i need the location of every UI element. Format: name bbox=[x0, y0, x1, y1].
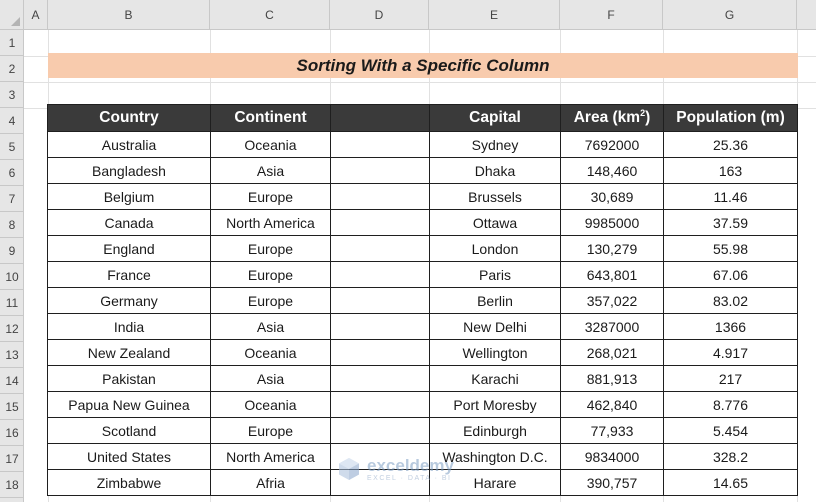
cell-capital[interactable]: London bbox=[430, 236, 561, 262]
cell-population[interactable]: 55.98 bbox=[664, 236, 798, 262]
row-header[interactable]: 9 bbox=[0, 238, 24, 264]
cell-population[interactable]: 1366 bbox=[664, 314, 798, 340]
cell-country[interactable]: Papua New Guinea bbox=[48, 392, 211, 418]
cell-continent[interactable]: Asia bbox=[211, 314, 331, 340]
row-header[interactable]: 5 bbox=[0, 134, 24, 160]
cell-empty[interactable] bbox=[331, 470, 430, 496]
column-header-bar bbox=[24, 0, 816, 30]
cell-continent[interactable]: Europe bbox=[211, 184, 331, 210]
table-row bbox=[48, 288, 798, 314]
header-country[interactable]: Country bbox=[48, 105, 211, 132]
cell-area[interactable]: 881,913 bbox=[561, 366, 664, 392]
watermark-name: exceldemy bbox=[367, 455, 454, 475]
cell-capital[interactable]: Wellington bbox=[430, 340, 561, 366]
cell-area[interactable]: 77,933 bbox=[561, 418, 664, 444]
cell-capital[interactable]: Port Moresby bbox=[430, 392, 561, 418]
row-header[interactable]: 10 bbox=[0, 264, 24, 290]
cell-capital[interactable]: Dhaka bbox=[430, 158, 561, 184]
header-capital[interactable]: Capital bbox=[430, 105, 561, 132]
cell-continent[interactable]: Oceania bbox=[211, 132, 331, 158]
column-header-e[interactable]: E bbox=[429, 0, 560, 30]
column-header-d[interactable]: D bbox=[330, 0, 429, 30]
cell-area[interactable]: 390,757 bbox=[561, 470, 664, 496]
row-header[interactable]: 17 bbox=[0, 446, 24, 472]
row-header[interactable]: 8 bbox=[0, 212, 24, 238]
row-header[interactable]: 7 bbox=[0, 186, 24, 212]
cell-country[interactable]: Germany bbox=[48, 288, 211, 314]
cell-country[interactable]: United States bbox=[48, 444, 211, 470]
cell-country[interactable]: Belgium bbox=[48, 184, 211, 210]
cell-country[interactable]: Australia bbox=[48, 132, 211, 158]
row-header[interactable]: 2 bbox=[0, 56, 24, 82]
table-row bbox=[48, 262, 798, 288]
cell-capital[interactable]: Sydney bbox=[430, 132, 561, 158]
cell-capital[interactable]: Berlin bbox=[430, 288, 561, 314]
cell-capital[interactable]: Paris bbox=[430, 262, 561, 288]
row-header[interactable]: 3 bbox=[0, 82, 24, 108]
table-row bbox=[48, 314, 798, 340]
cell-empty[interactable] bbox=[331, 132, 430, 158]
cell-area[interactable]: 7692000 bbox=[561, 132, 664, 158]
header-area-label: Area (km bbox=[573, 109, 641, 126]
cell-continent[interactable]: North America bbox=[211, 210, 331, 236]
cell-country[interactable]: England bbox=[48, 236, 211, 262]
cell-area[interactable]: 357,022 bbox=[561, 288, 664, 314]
cell-empty[interactable] bbox=[331, 288, 430, 314]
cell-capital[interactable]: Washington D.C. bbox=[430, 444, 561, 470]
cell-capital[interactable]: Ottawa bbox=[430, 210, 561, 236]
cell-population[interactable]: 8.776 bbox=[664, 392, 798, 418]
cell-empty[interactable] bbox=[331, 262, 430, 288]
cell-country[interactable]: Canada bbox=[48, 210, 211, 236]
cell-capital[interactable]: Edinburgh bbox=[430, 418, 561, 444]
table-row bbox=[48, 444, 798, 470]
table-row bbox=[48, 366, 798, 392]
cell-area[interactable]: 462,840 bbox=[561, 392, 664, 418]
cell-population[interactable]: 11.46 bbox=[664, 184, 798, 210]
cell-population[interactable]: 5.454 bbox=[664, 418, 798, 444]
cell-area[interactable]: 148,460 bbox=[561, 158, 664, 184]
row-header[interactable]: 6 bbox=[0, 160, 24, 186]
cell-population[interactable]: 67.06 bbox=[664, 262, 798, 288]
column-header-a[interactable]: A bbox=[24, 0, 48, 30]
cell-population[interactable]: 14.65 bbox=[664, 470, 798, 496]
row-header-bar bbox=[0, 30, 24, 502]
select-all-button[interactable] bbox=[0, 0, 24, 30]
row-header[interactable]: 11 bbox=[0, 290, 24, 316]
cell-country[interactable]: Pakistan bbox=[48, 366, 211, 392]
cell-continent[interactable]: Asia bbox=[211, 366, 331, 392]
cell-empty[interactable] bbox=[331, 158, 430, 184]
cell-capital[interactable]: Karachi bbox=[430, 366, 561, 392]
row-header[interactable]: 12 bbox=[0, 316, 24, 342]
cell-country[interactable]: Bangladesh bbox=[48, 158, 211, 184]
row-header[interactable]: 15 bbox=[0, 394, 24, 420]
cell-empty[interactable] bbox=[331, 418, 430, 444]
cell-population[interactable]: 25.36 bbox=[664, 132, 798, 158]
cell-area[interactable]: 130,279 bbox=[561, 236, 664, 262]
cell-capital[interactable]: Brussels bbox=[430, 184, 561, 210]
table-row bbox=[48, 340, 798, 366]
column-header-g[interactable]: G bbox=[663, 0, 797, 30]
cell-population[interactable]: 4.917 bbox=[664, 340, 798, 366]
cell-continent[interactable]: Europe bbox=[211, 418, 331, 444]
row-header[interactable]: 14 bbox=[0, 368, 24, 394]
cell-country[interactable]: France bbox=[48, 262, 211, 288]
row-header[interactable]: 13 bbox=[0, 342, 24, 368]
cell-empty[interactable] bbox=[331, 184, 430, 210]
data-table bbox=[47, 104, 798, 496]
cell-empty[interactable] bbox=[331, 210, 430, 236]
column-header-c[interactable]: C bbox=[210, 0, 330, 30]
title-cell[interactable] bbox=[48, 53, 798, 78]
cell-country[interactable]: New Zealand bbox=[48, 340, 211, 366]
cell-country[interactable]: Zimbabwe bbox=[48, 470, 211, 496]
cell-empty[interactable] bbox=[331, 236, 430, 262]
cell-continent[interactable]: Oceania bbox=[211, 392, 331, 418]
cell-population[interactable]: 163 bbox=[664, 158, 798, 184]
watermark-tagline: EXCEL · DATA · BI bbox=[367, 474, 452, 482]
table-row bbox=[48, 158, 798, 184]
header-row bbox=[48, 105, 798, 132]
table-row bbox=[48, 236, 798, 262]
column-header-f[interactable]: F bbox=[560, 0, 663, 30]
cell-population[interactable]: 37.59 bbox=[664, 210, 798, 236]
cell-continent[interactable]: Europe bbox=[211, 262, 331, 288]
cell-continent[interactable]: Europe bbox=[211, 288, 331, 314]
cell-empty[interactable] bbox=[331, 366, 430, 392]
row-header[interactable]: 18 bbox=[0, 472, 24, 498]
cell-empty[interactable] bbox=[331, 340, 430, 366]
cell-area[interactable]: 268,021 bbox=[561, 340, 664, 366]
gridline bbox=[24, 82, 816, 83]
cell-area[interactable]: 643,801 bbox=[561, 262, 664, 288]
cell-population[interactable]: 328.2 bbox=[664, 444, 798, 470]
cell-continent[interactable]: Asia bbox=[211, 158, 331, 184]
cell-empty[interactable] bbox=[331, 444, 430, 470]
cell-area[interactable]: 30,689 bbox=[561, 184, 664, 210]
cell-empty[interactable] bbox=[331, 314, 430, 340]
table-row bbox=[48, 470, 798, 496]
cell-capital[interactable]: New Delhi bbox=[430, 314, 561, 340]
cell-continent[interactable]: Europe bbox=[211, 236, 331, 262]
header-area-superscript: 2 bbox=[640, 107, 646, 118]
table-row bbox=[48, 210, 798, 236]
select-all-triangle-icon bbox=[11, 17, 20, 26]
page-title: Sorting With a Specific Column bbox=[296, 55, 550, 75]
table-row bbox=[48, 184, 798, 210]
cell-population[interactable]: 217 bbox=[664, 366, 798, 392]
header-population[interactable]: Population (m) bbox=[664, 105, 798, 132]
cell-area[interactable]: 9834000 bbox=[561, 444, 664, 470]
header-continent[interactable]: Continent bbox=[211, 105, 331, 132]
row-header[interactable]: 16 bbox=[0, 420, 24, 446]
column-header-b[interactable]: B bbox=[48, 0, 210, 30]
cell-continent[interactable]: North America bbox=[211, 444, 331, 470]
cell-country[interactable]: India bbox=[48, 314, 211, 340]
header-empty[interactable] bbox=[331, 105, 430, 132]
row-header[interactable]: 4 bbox=[0, 108, 24, 134]
table-row bbox=[48, 132, 798, 158]
cell-empty[interactable] bbox=[331, 392, 430, 418]
row-header[interactable]: 1 bbox=[0, 30, 24, 56]
header-area-close: ) bbox=[645, 109, 651, 126]
cell-area[interactable]: 9985000 bbox=[561, 210, 664, 236]
cell-capital[interactable]: Harare bbox=[430, 470, 561, 496]
cell-continent[interactable]: Oceania bbox=[211, 340, 331, 366]
cell-area[interactable]: 3287000 bbox=[561, 314, 664, 340]
header-area[interactable] bbox=[561, 105, 664, 132]
cell-population[interactable]: 83.02 bbox=[664, 288, 798, 314]
cell-country[interactable]: Scotland bbox=[48, 418, 211, 444]
table-row bbox=[48, 418, 798, 444]
cell-continent[interactable]: Afria bbox=[211, 470, 331, 496]
table-row bbox=[48, 392, 798, 418]
